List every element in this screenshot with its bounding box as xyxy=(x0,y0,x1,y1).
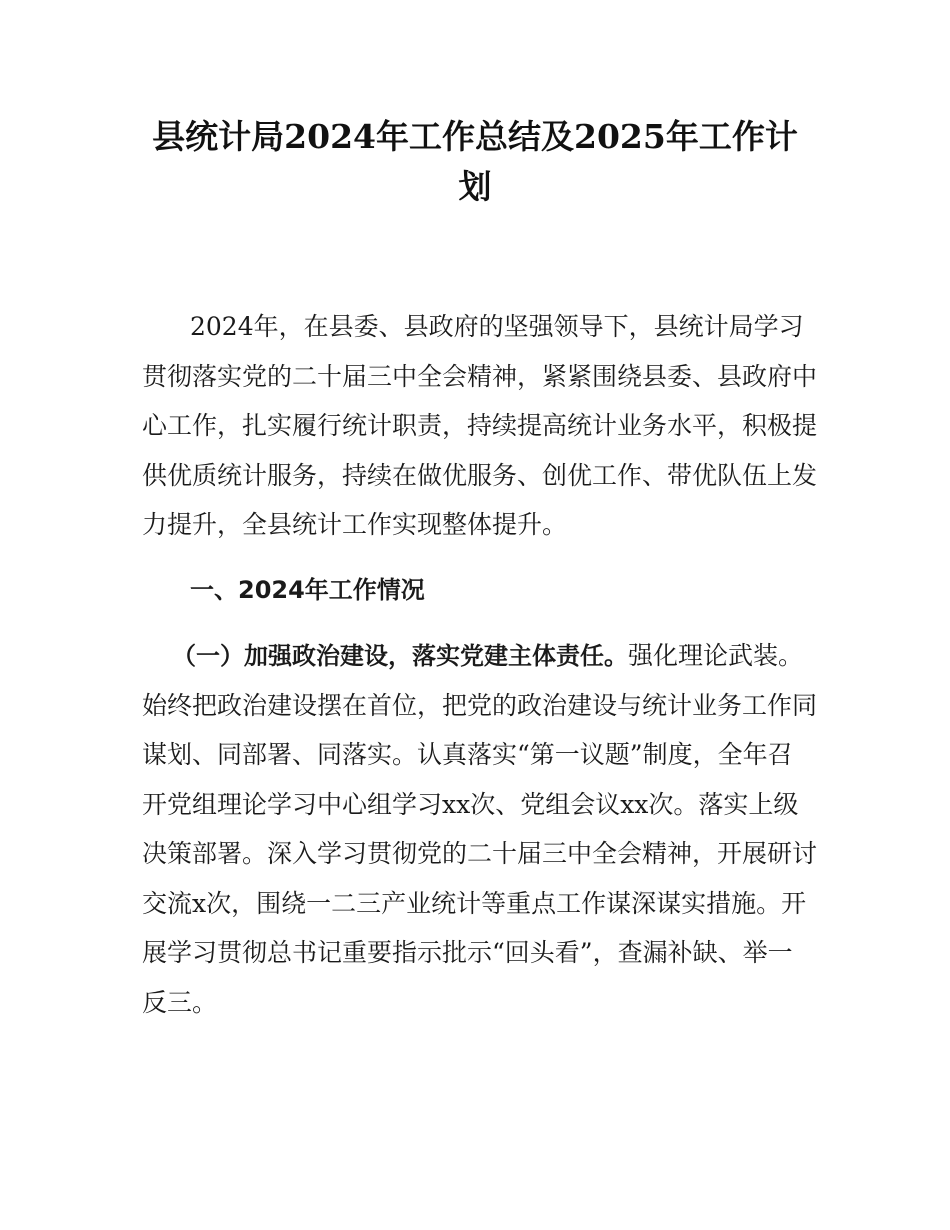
paragraph-line: 决策部署。深入学习贯彻党的二十届三中全会精神，开展研讨 xyxy=(142,839,818,868)
document-body xyxy=(142,302,822,1027)
subsection-paragraph xyxy=(142,631,822,1027)
spacer xyxy=(142,550,822,566)
intro-paragraph xyxy=(142,302,822,550)
paragraph-line: 谋划、同部署、同落实。认真落实“第一议题”制度，全年召 xyxy=(142,740,793,769)
subsection-heading: （一）加强政治建设，落实党建主体责任。 xyxy=(172,642,628,670)
paragraph-line: 始终把政治建设摆在首位，把党的政治建设与统计业务工作同 xyxy=(142,690,818,720)
section-heading: 一、2024年工作情况 xyxy=(190,575,425,604)
paragraph-line: 力提升，全县统计工作实现整体提升。 xyxy=(142,510,568,539)
paragraph-line: 开党组理论学习中心组学习xx次、党组会议xx次。落实上级 xyxy=(142,789,799,819)
paragraph-first-line xyxy=(142,631,822,681)
paragraph-line: 交流x次，围绕一二三产业统计等重点工作谋深谋实措施。开 xyxy=(142,888,807,918)
paragraph-line: 展学习贯彻总书记重要指示批示“回头看”，查漏补缺、举一 xyxy=(142,938,793,967)
paragraph-text: 强化理论武装。 xyxy=(628,641,804,670)
spacer xyxy=(142,615,822,631)
paragraph-line: 2024年，在县委、县政府的坚强领导下，县统计局学习 xyxy=(190,312,804,341)
paragraph-line: 心工作，扎实履行统计职责，持续提高统计业务水平，积极提 xyxy=(142,411,818,440)
paragraph-line: 贯彻落实党的二十届三中全会精神，紧紧围绕县委、县政府中 xyxy=(142,361,818,391)
document-title xyxy=(130,112,820,212)
title-line: 划 xyxy=(458,167,492,206)
paragraph-line: 反三。 xyxy=(142,987,218,1017)
paragraph-line: 供优质统计服务，持续在做优服务、创优工作、带优队伍上发 xyxy=(142,460,818,490)
title-line: 县统计局2024年工作总结及2025年工作计 xyxy=(152,117,798,156)
